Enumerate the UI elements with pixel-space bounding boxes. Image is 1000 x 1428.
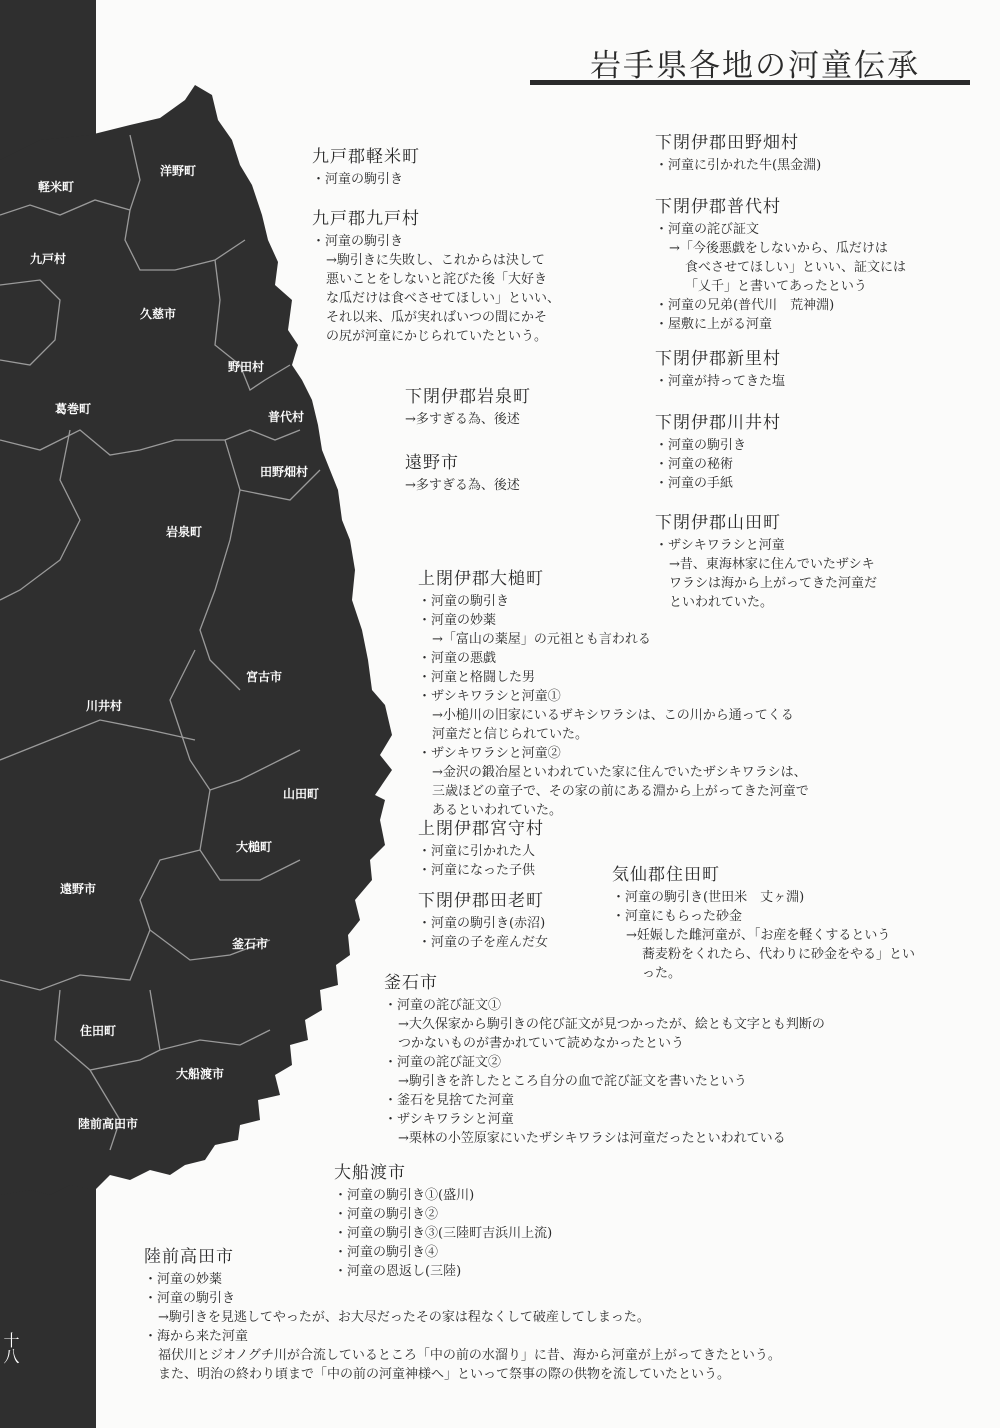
entry-line: →駒引きを見逃してやったが、お大尽だったその家は程なくして破産してしまった。 [158,1310,650,1325]
section-kawai [655,412,781,493]
entry-line: 食べさせてほしい」といい、証文には [685,260,907,275]
entry-line: ・河童に引かれた人 [418,844,536,859]
entry-line: ・河童の詫び証文② [384,1055,502,1070]
entry-line: ・河童の妙薬 [418,613,497,628]
entry-line: ・ザシキワラシと河童① [418,689,561,704]
entry-line: 「乂千」と書いてあったという [685,279,867,294]
entry-line: ワラシは海から上がってきた河童だ [669,576,878,591]
section-title: 遠野市 [405,453,459,473]
section-fudai [655,196,906,334]
section-iwaizumi [405,386,531,429]
section-title: 下閉伊郡川井村 [655,413,781,433]
entry-line: つかないものが書かれていて読めなかったという [398,1036,685,1051]
entry-line: →「今後悪戯をしないから、瓜だけは [669,241,888,256]
entry-line: →駒引きを許したところ自分の血で詫び証文を書いたという [398,1074,747,1089]
entry-line: ・河童の兄弟(普代川 荒神淵) [655,298,835,313]
entry-line: →金沢の鍛冶屋といわれていた家に住んでいたザシキワラシは、 [432,765,807,780]
entry-line: ・河童の秘術 [655,457,734,472]
section-otsuchi [418,568,809,820]
map-label-noda: 野田村 [228,360,265,374]
entry-line: といわれていた。 [669,595,774,610]
entry-line: ・海から来た河童 [144,1329,249,1344]
entry-line: ・河童の駒引き [144,1291,236,1306]
entry-line: ・河童の詫び証文① [384,998,502,1013]
title-underline [530,80,970,85]
section-title: 九戸郡九戸村 [312,209,420,229]
map-label-kunohe: 九戸村 [30,252,67,266]
entry-line: あるといわれていた。 [432,803,563,818]
entry-line: ・河童の恩返し(三陸) [334,1264,462,1279]
section-miyamori [418,818,544,880]
map-label-fudai: 普代村 [268,410,305,424]
entry-line: ・河童の悪戯 [418,651,497,666]
entry-line: ・河童と格闘した男 [418,670,536,685]
map-label-karumai: 軽米町 [38,180,75,194]
page-number: 十八 [1,1332,20,1364]
entry-line: →「富山の薬屋」の元祖とも言われる [432,632,651,647]
map-label-iwaizumi: 岩泉町 [166,525,203,539]
map-label-miyako: 宮古市 [246,670,283,684]
entry-line: ・釜石を見捨てた河童 [384,1093,515,1108]
section-title: 下閉伊郡岩泉町 [405,387,531,407]
section-title: 九戸郡軽米町 [312,147,420,167]
section-title: 気仙郡住田町 [612,865,720,885]
section-tono [405,452,520,495]
map-label-tanohata: 田野畑村 [260,465,309,479]
entry-line: ・ザシキワラシと河童 [384,1112,514,1127]
entry-line: 悪いことをしないと詫びた後「大好き [326,272,548,287]
map-label-hirono: 洋野町 [160,164,197,178]
map-label-yamada: 山田町 [283,787,320,801]
entry-line: →駒引きに失敗し、これからは決して [326,253,545,268]
entry-line: ・河童の駒引き [655,438,747,453]
map-label-kawai: 川井村 [86,699,123,713]
entry-line: →栗林の小笠原家にいたザシキワラシは河童だったといわれている [398,1131,786,1146]
map-label-kamaishi: 釜石市 [232,937,269,951]
section-title: 陸前高田市 [144,1247,234,1267]
iwate-coast-map [0,0,400,1300]
section-title: 上閉伊郡大槌町 [418,569,544,589]
section-title: 下閉伊郡普代村 [655,197,781,217]
section-karumai [312,146,420,189]
entry-line: ・河童の駒引き③(三陸町吉浜川上流) [334,1226,553,1241]
map-label-tono: 遠野市 [60,882,97,896]
section-title: 下閉伊郡新里村 [655,349,781,369]
section-rikuzentakata [144,1246,781,1384]
map-label-rikuzentakata: 陸前高田市 [78,1117,139,1131]
entry-line: →妊娠した雌河童が、「お産を軽くするという [626,928,891,943]
entry-line: ・河童に引かれた牛(黒金淵) [655,158,822,173]
section-title: 大船渡市 [334,1163,406,1183]
map-label-kuzumaki: 葛巻町 [55,402,92,416]
entry-line: ・河童の駒引き(世田米 丈ヶ淵) [612,890,805,905]
section-sumita [612,864,915,983]
entry-line: 河童だと信じられていた。 [432,727,589,742]
map-label-kuji: 久慈市 [140,307,177,321]
entry-line: ・河童の詫び証文 [655,222,760,237]
section-title: 下閉伊郡田老町 [418,891,544,911]
map-label-ofunato: 大船渡市 [176,1067,225,1081]
entry-line: ・河童の駒引き [418,594,510,609]
section-title: 釜石市 [384,973,438,993]
entry-line: →多すぎる為、後述 [405,412,520,427]
entry-line: ・河童の駒引き④ [334,1245,439,1260]
entry-line: 蕎麦粉をくれたら、代わりに砂金をやる」とい [642,947,916,962]
entry-line: 福伏川とジオノグチ川が合流しているところ「中の前の水溜り」に昔、海から河童が上がってきたという。 [158,1348,781,1363]
entry-line: ・ザシキワラシと河童 [655,538,785,553]
entry-line: ・河童が持ってきた塩 [655,374,786,389]
map-label-otsuchi: 大槌町 [236,840,273,854]
section-tanohata [655,132,821,175]
section-title: 下閉伊郡田野畑村 [655,133,799,153]
section-title: 上閉伊郡宮守村 [418,819,544,839]
page-title: 岩手県各地の河童伝承 [590,48,920,84]
entry-line: →昔、東海林家に住んでいたザシキ [669,557,875,572]
entry-line: ・河童の駒引き(赤沼) [418,916,546,931]
entry-line: った。 [642,966,682,981]
section-kunohe [312,208,560,346]
entry-line: の尻が河童にかじられていたという。 [326,329,548,344]
map-label-sumita: 住田町 [80,1024,117,1038]
entry-line: →大久保家から駒引きの侘び証文が見つかったが、絵とも文字とも判断の [398,1017,825,1032]
section-niisato [655,348,785,391]
entry-line: ・河童の妙薬 [144,1272,223,1287]
entry-line: 三歳ほどの童子で、その家の前にある淵から上がってきた河童で [432,784,809,799]
section-kamaishi [384,972,825,1148]
entry-line: また、明治の終わり頃まで「中の前の河童神様へ」といって祭事の際の供物を流していたという。 [158,1367,731,1382]
entry-line: な瓜だけは食べさせてほしい」といい、 [326,291,561,306]
entry-line: →多すぎる為、後述 [405,478,520,493]
entry-line: ・河童になった子供 [418,863,536,878]
section-taro [418,890,548,952]
entry-line: ・屋敷に上がる河童 [655,317,773,332]
entry-line: →小槌川の旧家にいるザキシワラシは、この川から通ってくる [432,708,794,723]
section-title: 下閉伊郡山田町 [655,513,781,533]
entry-line: ・河童の駒引き② [334,1207,439,1222]
entry-line: ・河童にもらった砂金 [612,909,743,924]
entry-line: ・河童の駒引き [312,234,404,249]
entry-line: ・河童の子を産んだ女 [418,935,549,950]
entry-line: ・河童の駒引き①(盛川) [334,1188,475,1203]
entry-line: ・河童の駒引き [312,172,404,187]
entry-line: それ以来、瓜が実ればいつの間にかそ [326,310,548,325]
entry-line: ・ザシキワラシと河童② [418,746,561,761]
entry-line: ・河童の手紙 [655,476,734,491]
